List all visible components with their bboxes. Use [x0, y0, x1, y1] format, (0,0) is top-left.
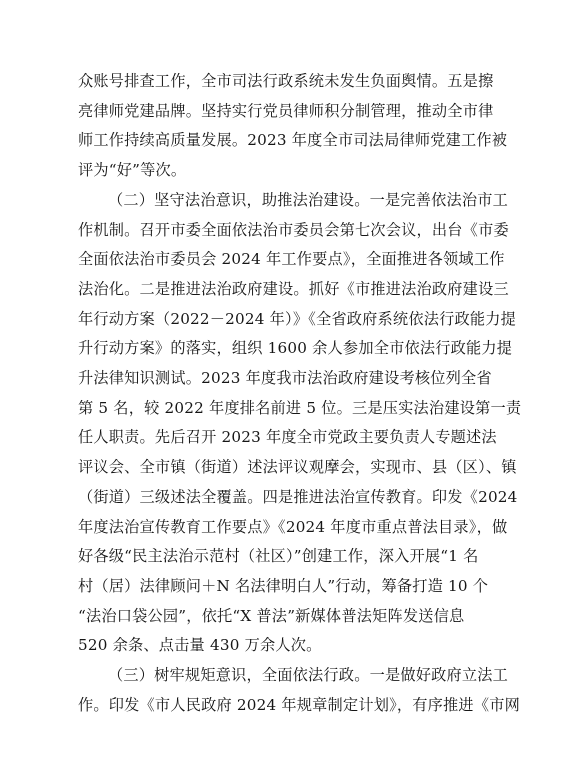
text-line-first: （二）坚守法治意识，助推法治建设。一是完善依法治市工	[108, 190, 509, 209]
text-line: 任人职责。先后召开 2023 年度全市党政主要负责人专题述法	[78, 428, 497, 447]
text-line: 评为“好”等次。	[78, 161, 187, 180]
text-line: 法治化。二是推进法治政府建设。抓好《市推进法治政府建设三	[78, 279, 509, 298]
text-line: 520 余条、点击量 430 万余人次。	[78, 636, 322, 655]
text-line: 众账号排查工作，全市司法行政系统未发生负面舆情。五是擦	[78, 72, 494, 90]
text-line: 好各级“民主法治示范村（社区）”创建工作，深入开展“1 名	[78, 547, 479, 566]
text-line: 全面依法治市委员会 2024 年工作要点》，全面推进各领域工作	[78, 250, 505, 269]
text-line-first: （三）树牢规矩意识，全面依法行政。一是做好政府立法工	[108, 666, 509, 685]
text-line: 升法律知识测试。2023 年度我市法治政府建设考核位列全省	[78, 369, 492, 388]
text-line: 年度法治宣传教育工作要点》《2024 年度市重点普法目录》，做	[78, 517, 508, 536]
text-line: 村（居）法律顾问＋N 名法律明白人”行动，筹备打造 10 个	[78, 576, 489, 595]
text-line: “法治口袋公园”，依托“X 普法”新媒体普法矩阵发送信息	[78, 606, 465, 625]
text-line: 升行动方案》的落实，组织 1600 余人参加全市依法行政能力提	[78, 339, 513, 358]
text-line: 年行动方案（2022－2024 年）》《全省政府系统依法行政能力提	[78, 309, 517, 328]
paragraph-administration-by-law	[78, 661, 518, 720]
text-line: 第 5 名，较 2022 年度排名前进 5 位。三是压实法治建设第一责	[78, 398, 522, 417]
text-line: 亮律师党建品牌。坚持实行党员律师积分制管理，推动全市律	[78, 101, 494, 120]
text-line: 评议会、全市镇（街道）述法评议观摩会，实现市、县（区）、镇	[78, 458, 517, 477]
text-line: 作。印发《市人民政府 2024 年规章制定计划》，有序推进《市网	[78, 695, 520, 714]
document-body	[78, 67, 522, 720]
text-line: 师工作持续高质量发展。2023 年度全市司法局律师党建工作被	[78, 131, 508, 150]
paragraph-rule-of-law-construction	[78, 186, 522, 661]
text-line: 作机制。召开市委全面依法治市委员会第七次会议，出台《市委	[78, 220, 509, 239]
paragraph-party-building	[78, 67, 518, 186]
text-line: （街道）三级述法全覆盖。四是推进法治宣传教育。印发《2024	[78, 487, 518, 506]
